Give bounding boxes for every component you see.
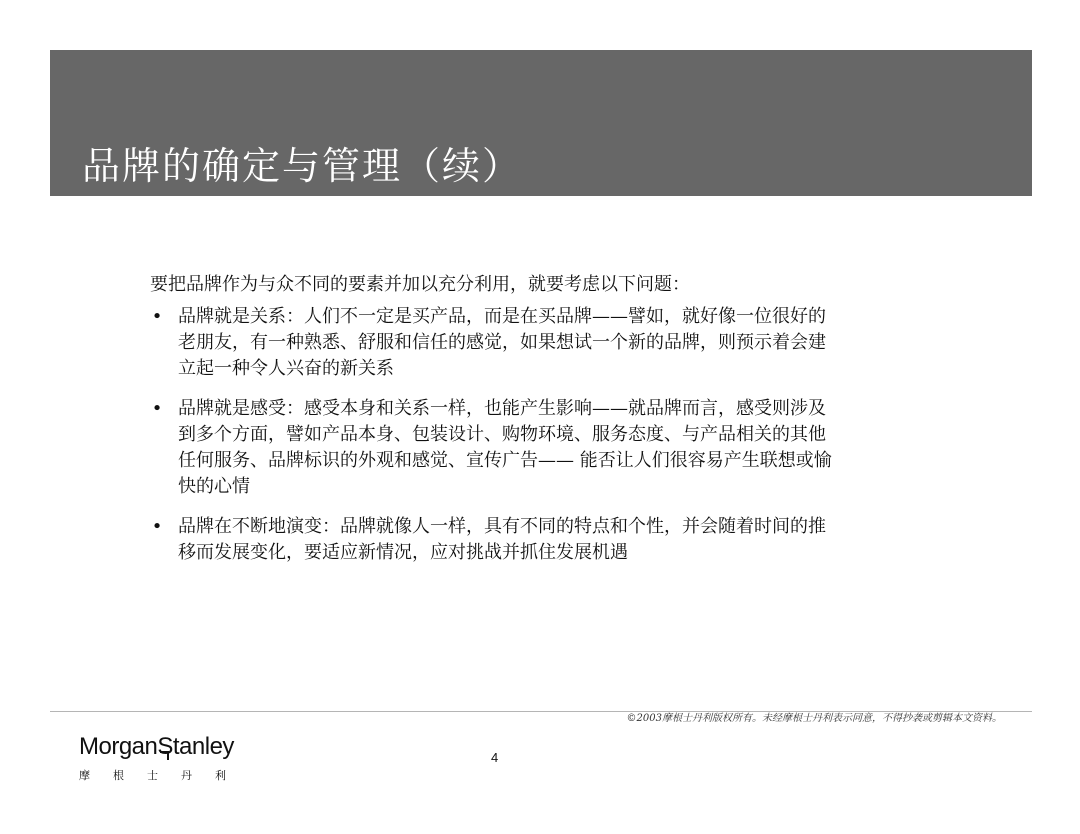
bullet-icon: • <box>151 306 163 327</box>
bullet-icon: • <box>151 398 163 419</box>
slide-title: 品牌的确定与管理（续） <box>82 144 523 188</box>
logo-word-morgan: Morgan <box>79 733 158 760</box>
bullet-text-line: 品牌就是关系：人们不一定是买产品，而是在买品牌——譬如，就好像一位很好的 <box>178 306 826 327</box>
bullet-icon: • <box>151 516 163 537</box>
bullet-item-relationship <box>150 304 980 382</box>
header-bar <box>50 50 1032 196</box>
bullet-text-line: 老朋友，有一种熟悉、舒服和信任的感觉，如果想试一个新的品牌，则预示着会建 <box>178 332 826 353</box>
logo-chinese-name: 摩根士丹利 <box>79 769 249 782</box>
bullet-text-line: 到多个方面，譬如产品本身、包装设计、购物环境、服务态度、与产品相关的其他 <box>178 424 826 445</box>
bullet-text-line: 快的心情 <box>178 476 250 497</box>
copyright-notice: ©2003摩根士丹利版权所有。未经摩根士丹利表示同意，不得抄袭或剪辑本文资料。 <box>626 713 1002 724</box>
logo-wordmark <box>79 732 249 762</box>
bullet-text-line: 立起一种令人兴奋的新关系 <box>178 358 394 379</box>
logo-word-stanley: Stanley <box>157 733 234 760</box>
intro-text: 要把品牌作为与众不同的要素并加以充分利用，就要考虑以下问题： <box>150 274 690 295</box>
morgan-stanley-logo <box>79 732 249 784</box>
bullet-text-line: 移而发展变化，要适应新情况，应对挑战并抓住发展机遇 <box>178 542 628 563</box>
bullet-item-feeling <box>150 396 980 500</box>
bullet-text-line: 品牌就是感受：感受本身和关系一样，也能产生影响——就品牌而言，感受则涉及 <box>178 398 826 419</box>
bullet-item-evolution <box>150 514 980 566</box>
page-number: 4 <box>491 750 499 765</box>
slide-content <box>150 272 980 580</box>
bullet-list <box>150 304 980 566</box>
bullet-text-line: 品牌在不断地演变：品牌就像人一样，具有不同的特点和个性，并会随着时间的推 <box>178 516 826 537</box>
bullet-text-line: 任何服务、品牌标识的外观和感觉、宣传广告—— 能否让人们很容易产生联想或愉 <box>178 450 832 471</box>
